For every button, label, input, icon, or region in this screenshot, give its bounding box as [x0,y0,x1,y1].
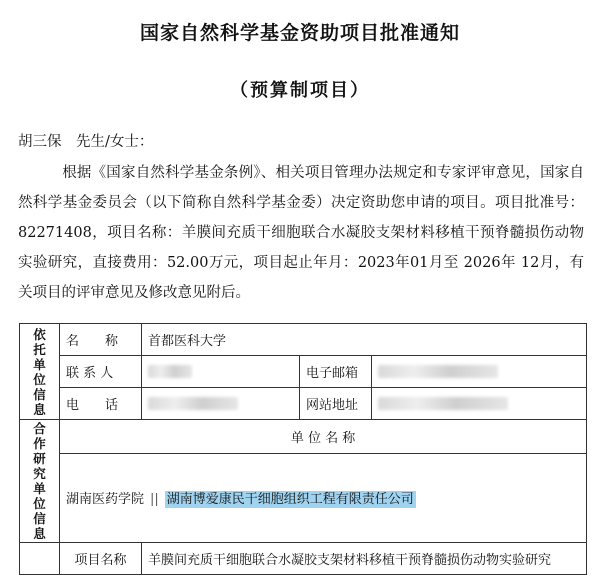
table-row [20,356,587,388]
table-row [20,420,587,454]
table-row [20,388,587,420]
project-name-value: 羊膜间充质干细胞联合水凝胶支架材料移植干预脊髓损伤动物实验研究 [142,543,587,575]
contact-label: 联 系 人 [60,356,142,388]
redacted-phone [148,397,238,410]
unit-separator: || [150,492,159,508]
phone-value [142,388,300,420]
partner-unit-2[interactable]: 湖南博爱康民干细胞组织工程有限责任公司 [166,492,414,508]
email-value [372,356,587,388]
contact-value [142,356,300,388]
website-label: 网站地址 [300,388,372,420]
salutation: 胡三保 先生/女士： [18,134,154,150]
redacted-website [378,397,508,410]
name-value: 首都医科大学 [142,324,587,356]
unit-name-header: 单 位 名 称 [60,420,587,454]
document-subtitle: （预算制项目） [230,80,370,101]
partner-unit-side-label: 合作研究单位信息 [20,420,60,543]
project-side-blank [20,543,60,575]
table-row [20,453,587,542]
redacted-contact [148,365,192,378]
email-label: 电子邮箱 [300,356,372,388]
document-title: 国家自然科学基金资助项目批准通知 [139,22,460,44]
body-paragraph [18,158,584,308]
partner-unit-1: 湖南医药学院 [66,492,145,508]
project-name-label: 项目名称 [60,543,142,575]
name-label: 名 称 [60,324,142,356]
info-table [19,323,587,575]
website-value [372,388,587,420]
redacted-email [378,365,498,378]
phone-label: 电 话 [60,388,142,420]
body-text: 根据《国家自然科学基金条例》、相关项目管理办法规定和专家评审意见，国家自然科学基金委员会（以下简称自然科学基金委）决定资助您申请的项目。项目批准号：82271408，项目名称：羊膜间充质干细胞联合水凝胶支架材料移植干预脊髓损伤动物实验研究，直接费用：52.00万元，项目起止年月：2023年01月至 2026年 12月，有关项目的评审意见及修改意见附后。 [18,165,584,301]
partner-units [60,453,587,542]
table-row [20,543,587,575]
host-unit-side-label: 依托单位信息 [20,324,60,420]
table-row [20,324,587,356]
